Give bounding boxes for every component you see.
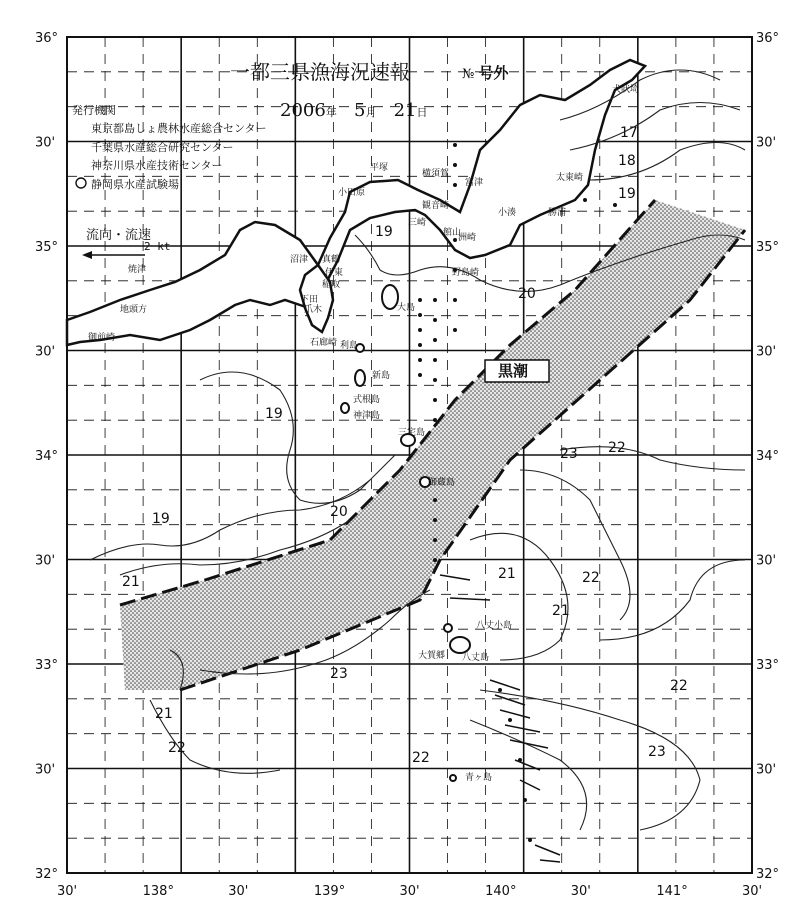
lat-label-left: 36° <box>35 31 59 46</box>
aogashima-island <box>450 775 456 781</box>
lat-label-right: 36° <box>756 31 780 46</box>
place-label: 八丈島 <box>462 653 490 663</box>
isotherm-label: 22 <box>582 570 600 586</box>
lat-label-left: 30' <box>35 344 56 360</box>
place-label: 富津 <box>465 178 484 188</box>
isotherm-label: 18 <box>618 153 636 169</box>
publisher-3: 神奈川県水産技術センター <box>91 159 223 172</box>
hachijokojima-island <box>444 624 452 632</box>
lon-label: 141° <box>656 884 688 899</box>
place-label: 三崎 <box>408 218 427 228</box>
lat-label-left: 30' <box>35 762 56 778</box>
place-label: 犬吠埼 <box>612 85 640 95</box>
isotherm-label: 21 <box>155 706 173 722</box>
place-label: 稲取 <box>322 280 341 290</box>
isotherm-label: 19 <box>375 224 393 240</box>
kuroshio-label: 黒潮 <box>498 362 529 380</box>
lat-label-right: 30' <box>756 344 777 360</box>
place-label: 真鶴 <box>322 255 341 265</box>
current-legend-speed: 2 kt <box>144 240 171 253</box>
place-label: 伊東 <box>325 268 344 278</box>
place-label: 小田原 <box>338 188 366 198</box>
lon-label: 30' <box>742 884 763 899</box>
current-legend-label: 流向・流速 <box>86 228 152 243</box>
lat-label-right: 35° <box>756 240 780 255</box>
isotherm-label: 19 <box>618 186 636 202</box>
isotherm-label: 22 <box>670 678 688 694</box>
lat-label-left: 32° <box>35 867 59 882</box>
place-label: 焼津 <box>128 265 147 275</box>
lat-label-right: 32° <box>756 867 780 882</box>
lat-label-left: 30' <box>35 135 56 151</box>
isotherm-label: 23 <box>330 666 348 682</box>
place-label: 式根島 <box>353 395 381 405</box>
place-label: 利島 <box>340 341 359 351</box>
place-label: 爪木 <box>304 305 323 315</box>
place-label: 下田 <box>300 295 319 305</box>
publisher-1: 東京都島しょ農林水産総合センター <box>91 122 267 135</box>
shizuoka-marker <box>76 178 86 188</box>
report-date <box>280 100 428 121</box>
isotherm-label: 17 <box>620 125 638 141</box>
report-number-value: 号外 <box>478 64 509 82</box>
place-label: 石廊崎 <box>310 338 338 348</box>
hachijojima-island <box>450 637 470 653</box>
lat-label-right: 30' <box>756 762 777 778</box>
isotherm-label: 23 <box>560 446 578 462</box>
publisher-4: 静岡県水産試験場 <box>91 178 179 191</box>
isotherm-label: 20 <box>330 504 348 520</box>
isotherm-label: 20 <box>518 286 536 302</box>
lat-label-right: 30' <box>756 553 777 569</box>
place-label: 新島 <box>372 371 391 381</box>
isotherm-label: 21 <box>498 566 516 582</box>
lat-label-left: 33° <box>35 658 59 673</box>
date-day: 21 <box>393 100 417 121</box>
lon-label: 30' <box>57 884 78 899</box>
lat-label-right: 34° <box>756 449 780 464</box>
niijima-island <box>355 370 365 386</box>
kozushima-island <box>341 403 349 413</box>
place-label: 太東崎 <box>556 173 584 183</box>
report-number <box>462 62 508 83</box>
isotherm-label: 19 <box>152 511 170 527</box>
place-label: 大島 <box>397 303 416 313</box>
isotherm-label: 22 <box>608 440 626 456</box>
place-label: 大賀郷 <box>418 651 446 661</box>
publisher-heading: 発行機関 <box>72 104 116 117</box>
current-vectors <box>440 575 560 862</box>
lon-label: 30' <box>228 884 249 899</box>
place-label: 青ヶ島 <box>465 773 493 783</box>
place-label: 沼津 <box>290 255 309 265</box>
place-label: 館山 <box>443 228 462 238</box>
place-label: 御前崎 <box>88 333 116 343</box>
isotherm-label: 21 <box>122 574 140 590</box>
place-label: 地頭方 <box>120 305 148 315</box>
lat-label-left: 30' <box>35 553 56 569</box>
publisher-2: 千葉県水産総合研究センター <box>91 141 234 154</box>
isotherm-label: 22 <box>412 750 430 766</box>
lat-label-right: 33° <box>756 658 780 673</box>
lat-label-right: 30' <box>756 135 777 151</box>
lat-label-left: 34° <box>35 449 59 464</box>
place-label: 三宅島 <box>398 428 426 438</box>
lat-label-left: 35° <box>35 240 59 255</box>
date-month-kanji: 月 <box>365 106 377 119</box>
isotherm-label: 21 <box>552 603 570 619</box>
place-label: 平塚 <box>370 163 389 173</box>
lon-label: 30' <box>570 884 591 899</box>
date-year-kanji: 年 <box>325 106 337 119</box>
lon-label: 140° <box>485 884 517 899</box>
isotherm-label: 23 <box>648 744 666 760</box>
report-title: 一都三県漁海況速報 <box>230 60 410 84</box>
report-number-prefix: № <box>462 67 475 82</box>
isotherm-label: 22 <box>168 740 186 756</box>
current-legend <box>82 251 145 259</box>
place-label: 小湊 <box>498 208 517 218</box>
isotherm-label: 19 <box>265 406 283 422</box>
place-label: 神津島 <box>353 411 381 421</box>
oshima-island <box>382 285 398 309</box>
date-day-kanji: 日 <box>416 106 428 119</box>
date-month: 5 <box>353 100 366 121</box>
place-label: 観音崎 <box>422 201 450 211</box>
place-label: 勝浦 <box>548 208 567 218</box>
lon-label: 138° <box>142 884 174 899</box>
lon-label: 139° <box>313 884 346 899</box>
place-label: 洲崎 <box>458 233 477 243</box>
lon-label: 30' <box>399 884 420 899</box>
place-label: 横須賀 <box>422 169 450 179</box>
date-year: 2006 <box>280 100 326 121</box>
place-label: 野島崎 <box>452 268 480 278</box>
place-label: 八丈小島 <box>476 621 513 631</box>
place-label: 御蔵島 <box>428 478 456 488</box>
